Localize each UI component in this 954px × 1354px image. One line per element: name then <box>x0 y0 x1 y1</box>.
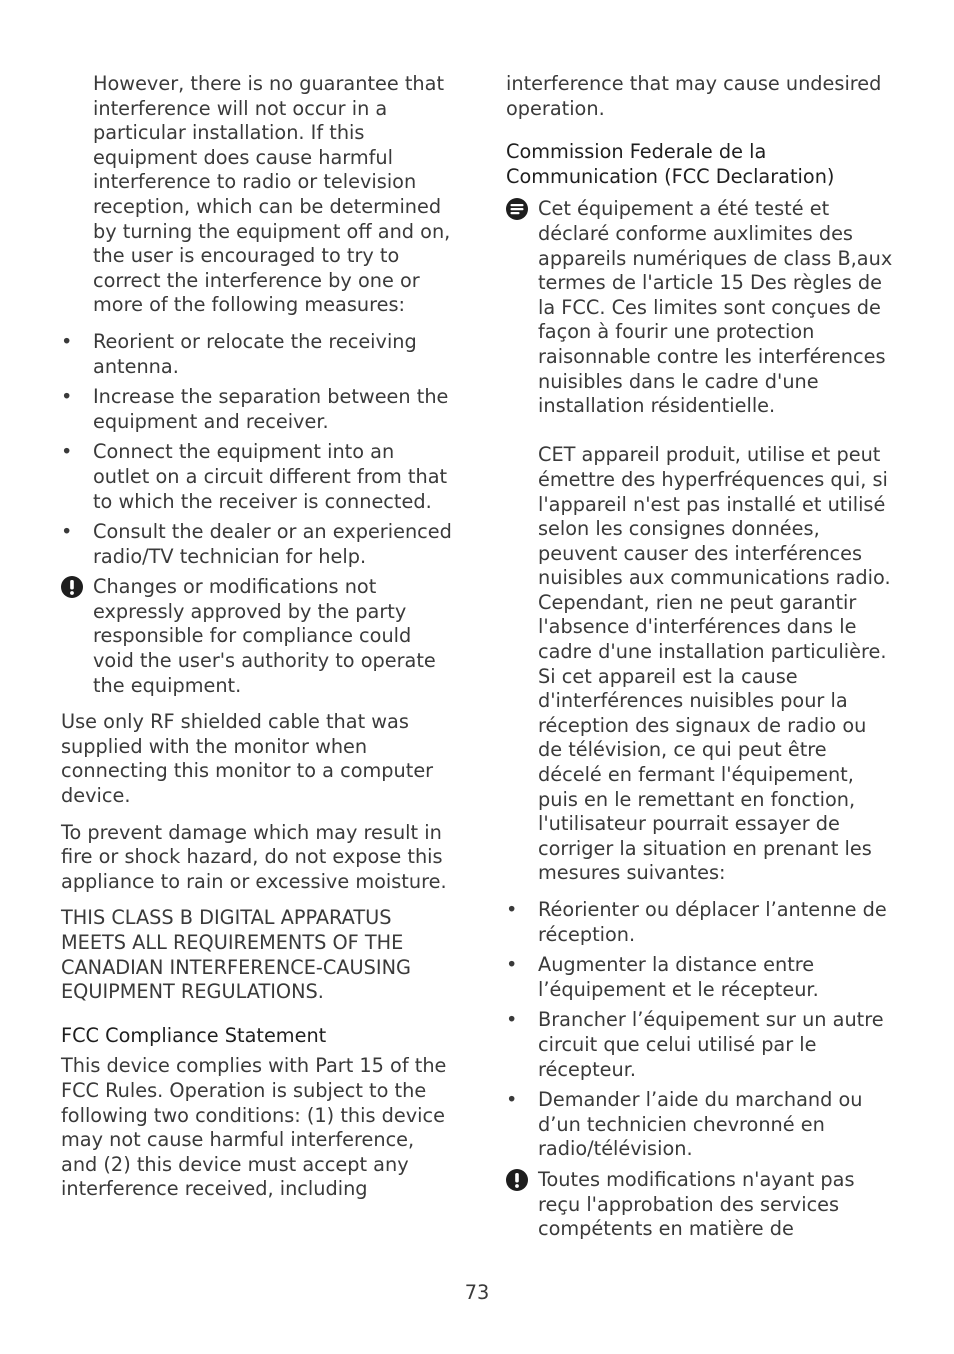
list-item <box>506 953 896 1002</box>
warning-text: Changes or modifications not expressly approved by the party responsible for compliance could void the user's authority to operate the equipment. <box>93 575 436 697</box>
list-item-text: Brancher l’équipement sur un autre circuit que celui utilisé par le récepteur. <box>538 1008 884 1081</box>
exclamation-circle-icon <box>61 576 83 598</box>
list-item-text: Connect the equipment into an outlet on a circuit different from that to which the receiver is connected. <box>93 440 448 513</box>
warning-text: Toutes modifications n'ayant pas reçu l'approbation des services compétents en matière de <box>538 1167 855 1241</box>
list-item <box>506 1008 896 1082</box>
rf-cable-paragraph: Use only RF shielded cable that was supplied with the monitor when connecting this monitor to a computer device. <box>61 710 434 808</box>
bullet-glyph: • <box>61 385 73 409</box>
info-note <box>506 197 896 886</box>
right-column <box>506 72 896 1242</box>
page-number: 73 <box>464 1281 490 1304</box>
exclamation-circle-icon <box>506 1169 528 1191</box>
damage-paragraph: To prevent damage which may result in fire or shock hazard, do not expose this appliance to rain or excessive moisture. <box>61 820 447 893</box>
list-item-text: Increase the separation between the equipment and receiver. <box>93 385 449 433</box>
bullet-glyph: • <box>61 329 73 353</box>
list-item-text: Augmenter la distance entre l’équipement et le récepteur. <box>538 953 819 1001</box>
list-item <box>506 1088 896 1162</box>
list-item <box>61 440 453 514</box>
bullet-glyph: • <box>61 520 73 544</box>
bullet-glyph: • <box>506 1008 518 1032</box>
note-text: Cet équipement a été testé et déclaré conforme auxlimites des appareils numériques de class B,aux termes de l'article 15 Des règles de la FCC. Ces limites sont conçues de façon à fourir une protection raisonnable contre les interférences nuisibles dans le cadre d'une installation résidentielle. <box>538 197 893 418</box>
list-item <box>61 520 453 569</box>
left-column <box>61 72 453 1202</box>
list-item <box>61 330 453 379</box>
intro-paragraph: However, there is no guarantee that interference will not occur in a particular installation. If this equipment does cause harmful interference to radio or television reception, which can be determined by turning the equipment off and on, the user is encouraged to try to correct the interference by one or more of the following measures: <box>93 72 451 317</box>
continuation-paragraph: interference that may cause undesired operation. <box>506 72 882 120</box>
class-b-paragraph: THIS CLASS B DIGITAL APPARATUS MEETS ALL REQUIREMENTS OF THE CANADIAN INTERFERENCE-CAUSING EQUIPMENT REGULATIONS. <box>61 906 411 1004</box>
bullet-glyph: • <box>506 898 518 921</box>
list-item <box>506 898 896 947</box>
warning-note <box>61 575 453 698</box>
bullet-glyph: • <box>61 440 73 464</box>
list-item-text: Réorienter ou déplacer l’antenne de réception. <box>538 898 887 946</box>
list-item-text: Reorient or relocate the receiving antenna. <box>93 329 417 378</box>
fcc-paragraph: This device complies with Part 15 of the FCC Rules. Operation is subject to the following two conditions: (1) this device may not cause harmful interference, and (2) this device must accept any interference received, including <box>61 1054 447 1201</box>
warning-note <box>506 1168 896 1242</box>
list-item-text: Consult the dealer or an experienced radio/TV technician for help. <box>93 520 452 568</box>
note-lines-circle-icon <box>506 198 528 220</box>
fcc-heading: FCC Compliance Statement <box>61 1023 327 1047</box>
list-item <box>61 385 453 434</box>
bullet-glyph: • <box>506 1088 518 1112</box>
fcc-declaration-heading: Commission Federale de la Communication (FCC Declaration) <box>506 140 835 188</box>
note-text: CET appareil produit, utilise et peut émettre des hyperfréquences qui, si l'appareil n'est pas installé et utilisé selon les consignes données, peuvent causer des interférences nuisibles aux communications radio. Cependant, rien ne peut garantir l'absence d'interférences dans le cadre d'une installation particulière. Si cet appareil est la cause d'interférences nuisibles pour la réception des signaux de radio ou de télévision, ce qui peut être décelé en fermant l'équipement, puis en le remettant en fonction, l'utilisateur pourrait essayer de corriger la situation en prenant les mesures suivantes: <box>538 443 891 885</box>
list-item-text: Demander l’aide du marchand ou d’un technicien chevronné en radio/télévision. <box>538 1088 863 1161</box>
bullet-glyph: • <box>506 953 518 977</box>
